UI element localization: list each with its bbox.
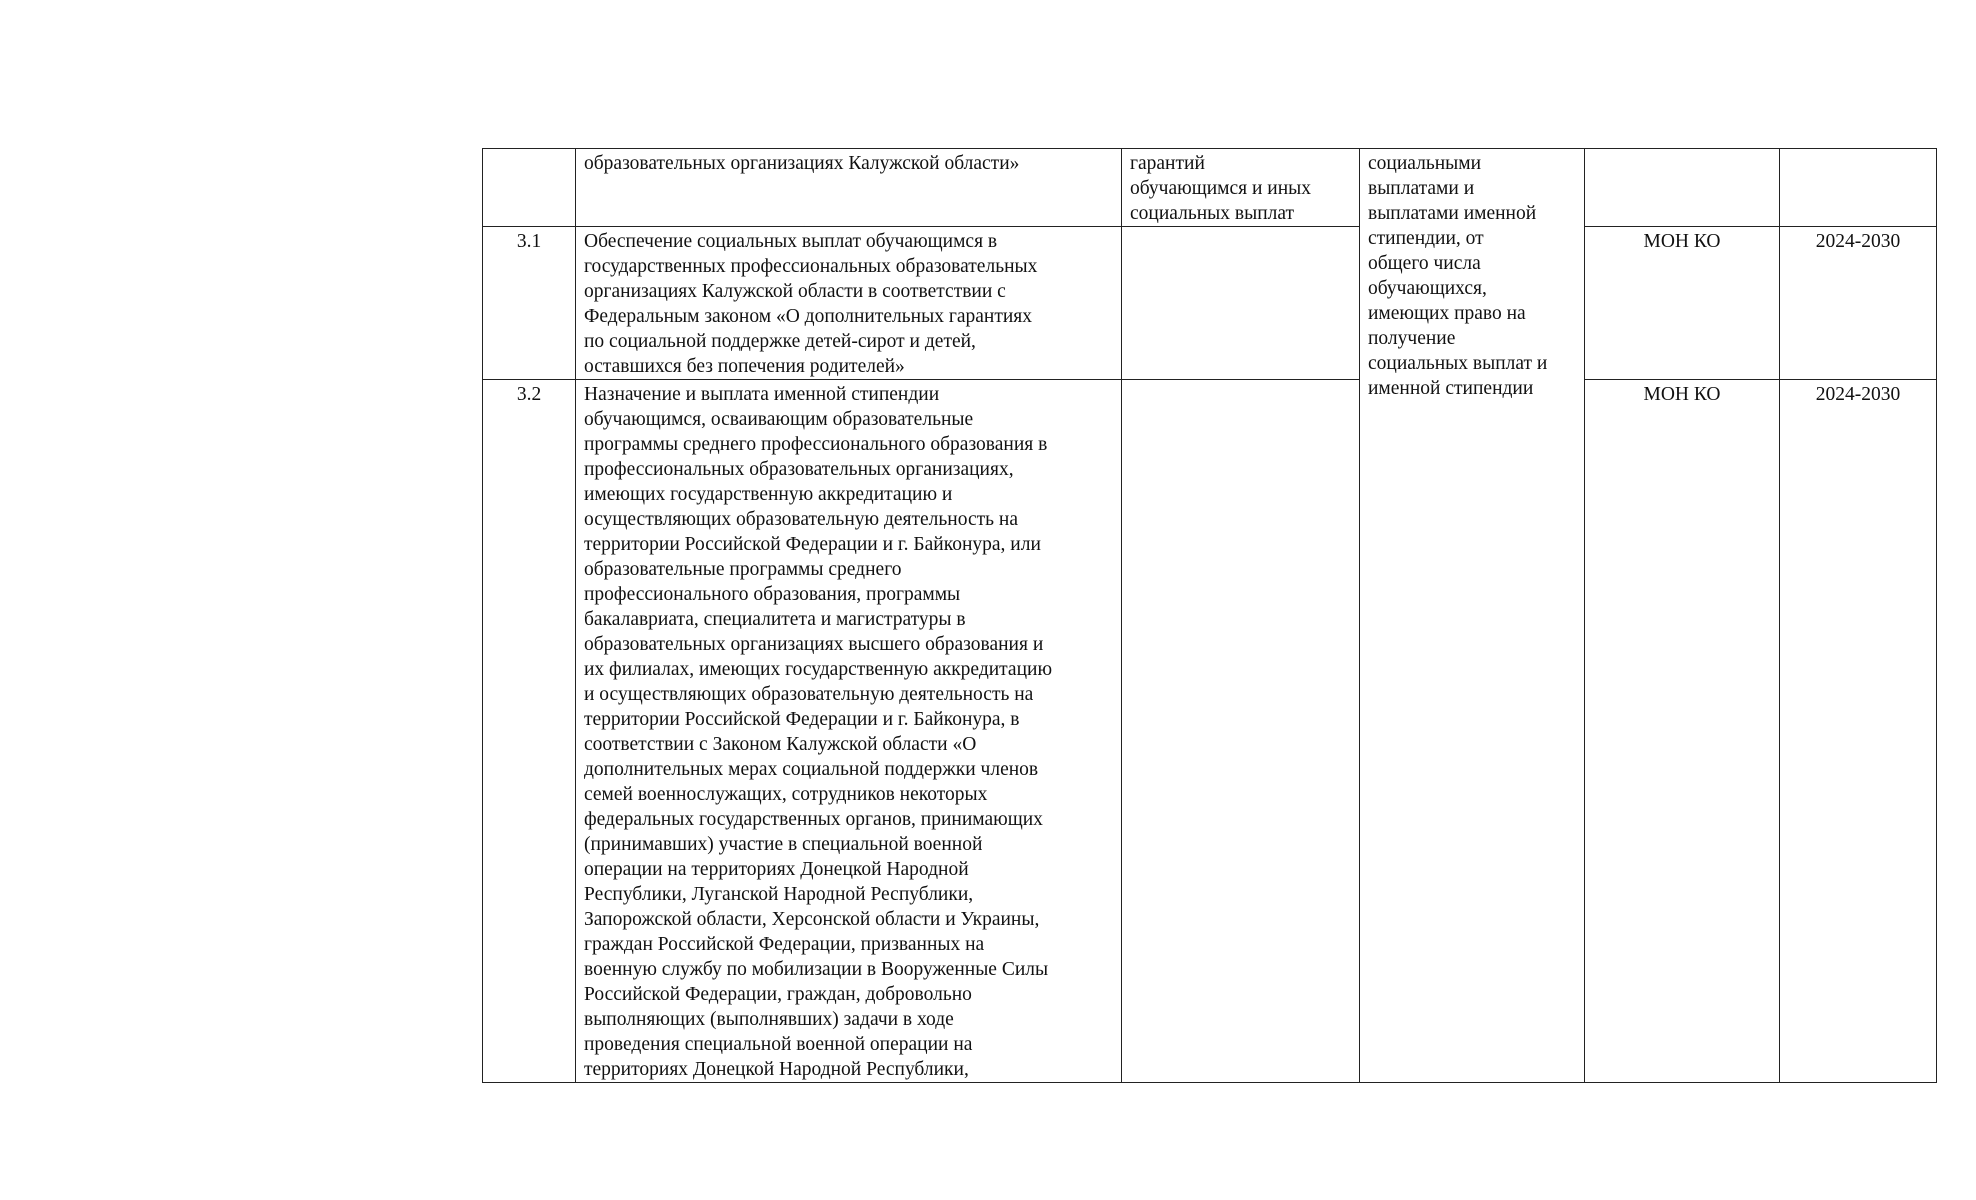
text-line: Федеральным законом «О дополнительных гарантиях <box>584 306 1032 327</box>
text-line: образовательных организациях Калужской области» <box>584 153 1020 174</box>
cell-number: 3.2 <box>483 380 576 1083</box>
text-line: обучающимся, осваивающим образовательные <box>584 409 974 430</box>
cell-executor <box>1585 149 1780 227</box>
cell-activity <box>576 380 1122 1083</box>
text-line: по социальной поддержке детей-сирот и детей, <box>584 331 976 352</box>
text-line: образовательных организациях высшего образования и <box>584 634 1044 655</box>
text-line: общего числа <box>1368 253 1481 274</box>
text-line: территории Российской Федерации и г. Байконура, или <box>584 534 1041 555</box>
table-row-continuation <box>483 149 1937 227</box>
text-line: военную службу по мобилизации в Вооруженные Силы <box>584 959 1049 980</box>
text-line: социальных выплат <box>1130 203 1295 224</box>
text-line: территориях Донецкой Народной Республики, <box>584 1059 969 1080</box>
document-page <box>482 148 1937 1083</box>
text-line: получение <box>1368 328 1456 349</box>
text-line: социальными <box>1368 153 1482 174</box>
text-line: бакалавриата, специалитета и магистратуры в <box>584 609 966 630</box>
cell-activity <box>576 149 1122 227</box>
cell-executor: МОН КО <box>1585 380 1780 1083</box>
table-row <box>483 380 1937 1083</box>
text-line: организациях Калужской области в соответствии с <box>584 281 1006 302</box>
text-line: обучающихся, <box>1368 278 1487 299</box>
text-line: обучающимся и иных <box>1130 178 1312 199</box>
text-line: территории Российской Федерации и г. Байконура, в <box>584 709 1020 730</box>
cell-number <box>483 149 576 227</box>
cell-goal <box>1122 227 1360 380</box>
cell-period: 2024-2030 <box>1780 227 1937 380</box>
text-line: осуществляющих образовательную деятельность на <box>584 509 1019 530</box>
table-row <box>483 227 1937 380</box>
text-line: профессионального образования, программы <box>584 584 961 605</box>
text-line: профессиональных образовательных организациях, <box>584 459 1014 480</box>
text-line: выплатами и <box>1368 178 1475 199</box>
text-line: государственных профессиональных образовательных <box>584 256 1038 277</box>
measures-table <box>482 148 1937 1083</box>
text-line: Российской Федерации, граждан, добровольно <box>584 984 972 1005</box>
text-line: (принимавших) участие в специальной военной <box>584 834 983 855</box>
text-line: дополнительных мерах социальной поддержки членов <box>584 759 1039 780</box>
cell-goal <box>1122 149 1360 227</box>
text-line: федеральных государственных органов, принимающих <box>584 809 1043 830</box>
text-line: Назначение и выплата именной стипендии <box>584 384 940 405</box>
text-line: Запорожской области, Херсонской области и Украины, <box>584 909 1040 930</box>
text-line: имеющих право на <box>1368 303 1526 324</box>
cell-number: 3.1 <box>483 227 576 380</box>
cell-executor: МОН КО <box>1585 227 1780 380</box>
text-line: гарантий <box>1130 153 1205 174</box>
text-line: операции на территориях Донецкой Народной <box>584 859 969 880</box>
cell-activity <box>576 227 1122 380</box>
text-line: имеющих государственную аккредитацию и <box>584 484 953 505</box>
text-line: образовательные программы среднего <box>584 559 902 580</box>
text-line: стипендии, от <box>1368 228 1484 249</box>
cell-period: 2024-2030 <box>1780 380 1937 1083</box>
cell-period <box>1780 149 1937 227</box>
text-line: именной стипендии <box>1368 378 1534 399</box>
text-line: программы среднего профессионального образования в <box>584 434 1048 455</box>
text-line: граждан Российской Федерации, призванных на <box>584 934 985 955</box>
cell-indicator <box>1360 149 1585 1083</box>
text-line: и осуществляющих образовательную деятельность на <box>584 684 1034 705</box>
text-line: их филиалах, имеющих государственную аккредитацию <box>584 659 1053 680</box>
text-line: проведения специальной военной операции на <box>584 1034 973 1055</box>
text-line: оставшихся без попечения родителей» <box>584 356 905 377</box>
text-line: выплатами именной <box>1368 203 1537 224</box>
text-line: соответствии с Законом Калужской области «О <box>584 734 977 755</box>
text-line: семей военнослужащих, сотрудников некоторых <box>584 784 988 805</box>
cell-goal <box>1122 380 1360 1083</box>
text-line: социальных выплат и <box>1368 353 1548 374</box>
text-line: Республики, Луганской Народной Республики, <box>584 884 974 905</box>
text-line: Обеспечение социальных выплат обучающимся в <box>584 231 998 252</box>
text-line: выполняющих (выполнявших) задачи в ходе <box>584 1009 954 1030</box>
